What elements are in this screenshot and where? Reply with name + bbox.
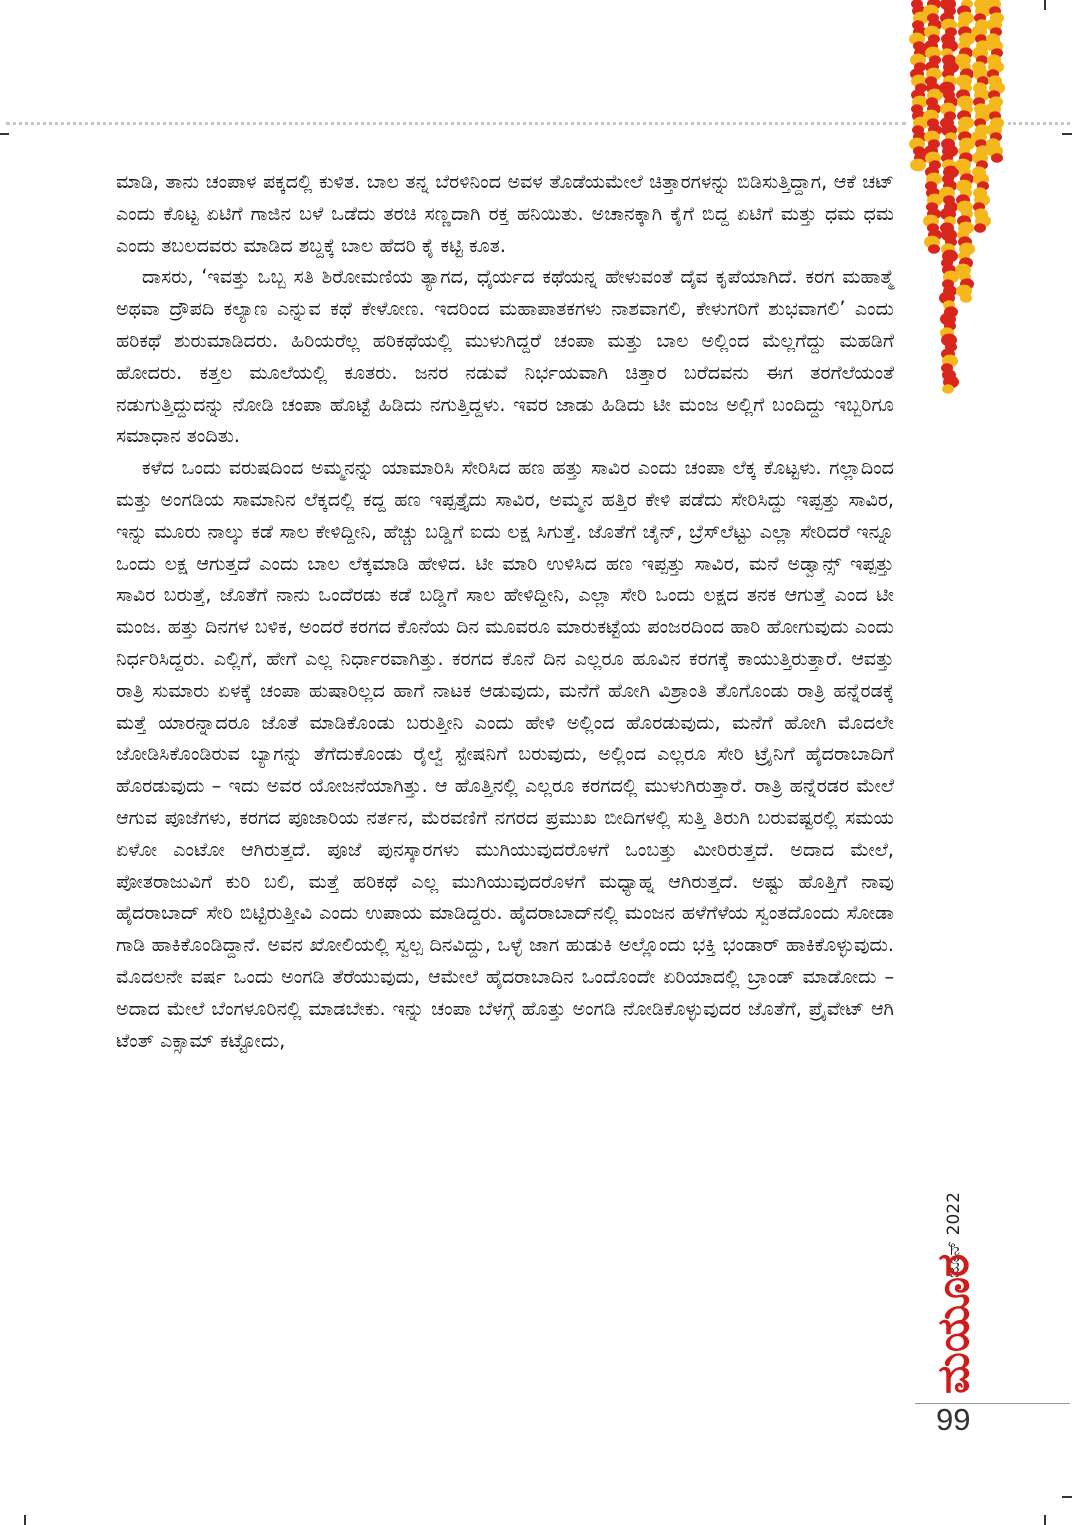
garland-flower	[960, 293, 972, 303]
flower-garland-decoration	[905, 0, 1010, 395]
article-body	[116, 166, 894, 1056]
crop-mark-left-top	[0, 133, 9, 135]
page-number: 99	[936, 1402, 971, 1437]
article-paragraph: ದಾಸರು, ‘ಇವತ್ತು ಒಬ್ಬ ಸತಿ ಶಿರೋಮಣಿಯ ತ್ಯಾಗದ, ಧೈರ್ಯದ ಕಥೆಯನ್ನ ಹೇಳುವಂತೆ ದೈವ ಕೃಪೆಯಾಗಿದೆ. ಕರಗ ಮಹಾತ್ಮೆ ಅಥವಾ ದ್ರೌಪದಿ ಕಲ್ಯಾಣ ಎನ್ನುವ ಕಥೆ ಕೇಳೋಣ. ಇದರಿಂದ ಮಹಾಪಾತಕಗಳು ನಾಶವಾಗಲಿ, ಕೇಳುಗರಿಗೆ ಶುಭವಾಗಲಿ’ ಎಂದು ಹರಿಕಥೆ ಶುರುಮಾಡಿದರು. ಹಿರಿಯರೆಲ್ಲ ಹರಿಕಥೆಯಲ್ಲಿ ಮುಳುಗಿದ್ದರೆ ಚಂಪಾ ಮತ್ತು ಬಾಲ ಅಲ್ಲಿಂದ ಮೆಲ್ಲಗೆದ್ದು ಮಹಡಿಗೆ ಹೋದರು. ಕತ್ತಲ ಮೂಲೆಯಲ್ಲಿ ಕೂತರು. ಜನರ ನಡುವೆ ನಿರ್ಭಯವಾಗಿ ಚಿತ್ತಾರ ಬರೆದವನು ಈಗ ತರಗೆಲೆಯಂತೆ ನಡುಗುತ್ತಿದ್ದುದನ್ನು ನೋಡಿ ಚಂಪಾ ಹೊಟ್ಟೆ ಹಿಡಿದು ನಗುತ್ತಿದ್ದಳು. ಇವರ ಜಾಡು ಹಿಡಿದು ಟೀ ಮಂಜ ಅಲ್ಲಿಗೆ ಬಂದಿದ್ದು ಇಬ್ಬರಿಗೂ ಸಮಾಧಾನ ತಂದಿತು.	[116, 265, 894, 448]
article-paragraph: ಕಳೆದ ಒಂದು ವರುಷದಿಂದ ಅಮ್ಮನನ್ನು ಯಾಮಾರಿಸಿ ಸೇರಿಸಿದ ಹಣ ಹತ್ತು ಸಾವಿರ ಎಂದು ಚಂಪಾ ಲೆಕ್ಕ ಕೊಟ್ಟಳು. ಗಲ್ಲಾದಿಂದ ಮತ್ತು ಅಂಗಡಿಯ ಸಾಮಾನಿನ ಲೆಕ್ಕದಲ್ಲಿ ಕದ್ದ ಹಣ ಇಪ್ಪತ್ತೈದು ಸಾವಿರ, ಅಮ್ಮನ ಹತ್ತಿರ ಕೇಳಿ ಪಡೆದು ಸೇರಿಸಿದ್ದು ಇಪ್ಪತ್ತು ಸಾವಿರ, ಇನ್ನು ಮೂರು ನಾಲ್ಕು ಕಡೆ ಸಾಲ ಕೇಳಿದ್ದೀನಿ, ಹೆಚ್ಚು ಬಡ್ಡಿಗೆ ಐದು ಲಕ್ಷ ಸಿಗುತ್ತೆ. ಜೊತೆಗೆ ಚೈನ್, ಬ್ರೆಸ್‌ಲೆಟ್ಟು ಎಲ್ಲಾ ಸೇರಿದರೆ ಇನ್ನೂ ಒಂದು ಲಕ್ಷ ಆಗುತ್ತದೆ ಎಂದು ಬಾಲ ಲೆಕ್ಕಮಾಡಿ ಹೇಳಿದ. ಟೀ ಮಾರಿ ಉಳಿಸಿದ ಹಣ ಇಪ್ಪತ್ತು ಸಾವಿರ, ಮನೆ ಅಡ್ವಾನ್ಸ್ ಇಪ್ಪತ್ತು ಸಾವಿರ ಬರುತ್ತೆ, ಜೊತೆಗೆ ನಾನು ಒಂದೆರಡು ಕಡೆ ಬಡ್ಡಿಗೆ ಸಾಲ ಹೇಳಿದ್ದೀನಿ, ಎಲ್ಲಾ ಸೇರಿ ಒಂದು ಲಕ್ಷದ ತನಕ ಆಗುತ್ತೆ ಎಂದ ಟೀ ಮಂಜ. ಹತ್ತು ದಿನಗಳ ಬಳಿಕ, ಅಂದರೆ ಕರಗದ ಕೊನೆಯ ದಿನ ಮೂವರೂ ಮಾರುಕಟ್ಟೆಯ ಪಂಜರದಿಂದ ಹಾರಿ ಹೋಗುವುದು ಎಂದು ನಿರ್ಧರಿಸಿದ್ದರು. ಎಲ್ಲಿಗೆ, ಹೇಗೆ ಎಲ್ಲ ನಿರ್ಧಾರವಾಗಿತ್ತು. ಕರಗದ ಕೊನೆ ದಿನ ಎಲ್ಲರೂ ಹೂವಿನ ಕರಗಕ್ಕೆ ಕಾಯುತ್ತಿರುತ್ತಾರೆ. ಆವತ್ತು ರಾತ್ರಿ ಸುಮಾರು ಏಳಕ್ಕೆ ಚಂಪಾ ಹುಷಾರಿಲ್ಲದ ಹಾಗೆ ನಾಟಕ ಆಡುವುದು, ಮನೆಗೆ ಹೋಗಿ ವಿಶ್ರಾಂತಿ ತೊಗೊಂಡು ರಾತ್ರಿ ಹನ್ನೆರಡಕ್ಕೆ ಮತ್ತೆ ಯಾರನ್ನಾದರೂ ಜೊತೆ ಮಾಡಿಕೊಂಡು ಬರುತ್ತೀನಿ ಎಂದು ಹೇಳಿ ಅಲ್ಲಿಂದ ಹೊರಡುವುದು, ಮನೆಗೆ ಹೋಗಿ ಮೊದಲೇ ಜೋಡಿಸಿಕೊಂಡಿರುವ ಬ್ಯಾಗನ್ನು ತೆಗೆದುಕೊಂಡು ರೈಲ್ವೆ ಸ್ಟೇಷನಿಗೆ ಬರುವುದು, ಅಲ್ಲಿಂದ ಎಲ್ಲರೂ ಸೇರಿ ಟ್ರೈನಿಗೆ ಹೈದರಾಬಾದಿಗೆ ಹೊರಡುವುದು – ಇದು ಅವರ ಯೋಜನೆಯಾಗಿತ್ತು. ಆ ಹೊತ್ತಿನಲ್ಲಿ ಎಲ್ಲರೂ ಕರಗದಲ್ಲಿ ಮುಳುಗಿರುತ್ತಾರೆ. ರಾತ್ರಿ ಹನ್ನೆರಡರ ಮೇಲೆ ಆಗುವ ಪೂಜೆಗಳು, ಕರಗದ ಪೂಜಾರಿಯ ನರ್ತನ, ಮೆರವಣಿಗೆ ನಗರದ ಪ್ರಮುಖ ಬೀದಿಗಳಲ್ಲಿ ಸುತ್ತಿ ತಿರುಗಿ ಬರುವಷ್ಟರಲ್ಲಿ ಸಮಯ ಏಳೋ ಎಂಟೋ ಆಗಿರುತ್ತದೆ. ಪೂಜೆ ಪುನಸ್ಕಾರಗಳು ಮುಗಿಯುವುದರೊಳಗೆ ಒಂಬತ್ತು ಮೀರಿರುತ್ತದೆ. ಅದಾದ ಮೇಲೆ, ಪೋತರಾಜುವಿಗೆ ಕುರಿ ಬಲಿ, ಮತ್ತೆ ಹರಿಕಥೆ ಎಲ್ಲ ಮುಗಿಯುವುದರೊಳಗೆ ಮಧ್ಯಾಹ್ನ ಆಗಿರುತ್ತದೆ. ಅಷ್ಟು ಹೊತ್ತಿಗೆ ನಾವು ಹೈದರಾಬಾದ್ ಸೇರಿ ಬಿಟ್ಟಿರುತ್ತೀವಿ ಎಂದು ಉಪಾಯ ಮಾಡಿದ್ದರು. ಹೈದರಾಬಾದ್‌ನಲ್ಲಿ ಮಂಜನ ಹಳೆಗೆಳೆಯ ಸ್ವಂತದೊಂದು ಸೋಡಾ ಗಾಡಿ ಹಾಕಿಕೊಂಡಿದ್ದಾನೆ. ಅವನ ಖೋಲಿಯಲ್ಲಿ ಸ್ವಲ್ಪ ದಿನವಿದ್ದು, ಒಳ್ಳೆ ಜಾಗ ಹುಡುಕಿ ಅಲ್ಲೊಂದು ಭಕ್ತಿ ಭಂಡಾರ್ ಹಾಕಿಕೊಳ್ಳುವುದು. ಮೊದಲನೇ ವರ್ಷ ಒಂದು ಅಂಗಡಿ ತೆರೆಯುವುದು, ಆಮೇಲೆ ಹೈದರಾಬಾದಿನ ಒಂದೊಂದೇ ಏರಿಯಾದಲ್ಲಿ ಬ್ರಾಂಡ್ ಮಾಡೋದು – ಅದಾದ ಮೇಲೆ ಬೆಂಗಳೂರಿನಲ್ಲಿ ಮಾಡಬೇಕು. ಇನ್ನು ಚಂಪಾ ಬೆಳಗ್ಗೆ ಹೊತ್ತು ಅಂಗಡಿ ನೋಡಿಕೊಳ್ಳುವುದರ ಜೊತೆಗೆ, ಪ್ರೈವೇಟ್ ಆಗಿ ಟೆಂತ್ ಎಕ್ಸಾಮ್ ಕಟ್ಟೋದು,	[116, 456, 894, 1052]
header-dotted-rule	[6, 122, 906, 125]
article-paragraph: ಮಾಡಿ, ತಾನು ಚಂಪಾಳ ಪಕ್ಕದಲ್ಲಿ ಕುಳಿತ. ಬಾಲ ತನ್ನ ಬೆರಳಿನಿಂದ ಅವಳ ತೊಡೆಯಮೇಲೆ ಚಿತ್ತಾರಗಳನ್ನು ಬಿಡಿಸುತ್ತಿದ್ದಾಗ, ಆಕೆ ಚಟ್ ಎಂದು ಕೊಟ್ಟ ಏಟಿಗೆ ಗಾಜಿನ ಬಳೆ ಒಡೆದು ತರಚಿ ಸಣ್ಣದಾಗಿ ರಕ್ತ ಹನಿಯಿತು. ಅಚಾನಕ್ಕಾಗಿ ಕೈಗೆ ಬಿದ್ದ ಏಟಿಗೆ ಮತ್ತು ಧಮ ಧಮ ಎಂದು ತಬಲದವರು ಮಾಡಿದ ಶಬ್ದಕ್ಕೆ ಬಾಲ ಹೆದರಿ ಕೈ ಕಟ್ಟಿ ಕೂತ.	[116, 170, 894, 257]
crop-mark-top-right	[1044, 0, 1046, 10]
magazine-logo: ಮಯೂರ	[928, 1253, 979, 1394]
crop-mark-right-bottom	[1062, 1496, 1072, 1498]
crop-mark-bottom-right	[1044, 1515, 1046, 1525]
garland-flower	[910, 159, 926, 172]
garland-flower	[942, 384, 954, 394]
issue-date: ಜೂನ್ 2022	[944, 1192, 964, 1278]
header-dotted-rule-right	[1008, 122, 1070, 125]
garland-flower	[928, 244, 940, 254]
crop-mark-bottom-left	[24, 1515, 26, 1525]
crop-mark-right-top	[1062, 133, 1072, 135]
garland-flower	[974, 223, 986, 233]
garland-flower	[991, 153, 1003, 163]
